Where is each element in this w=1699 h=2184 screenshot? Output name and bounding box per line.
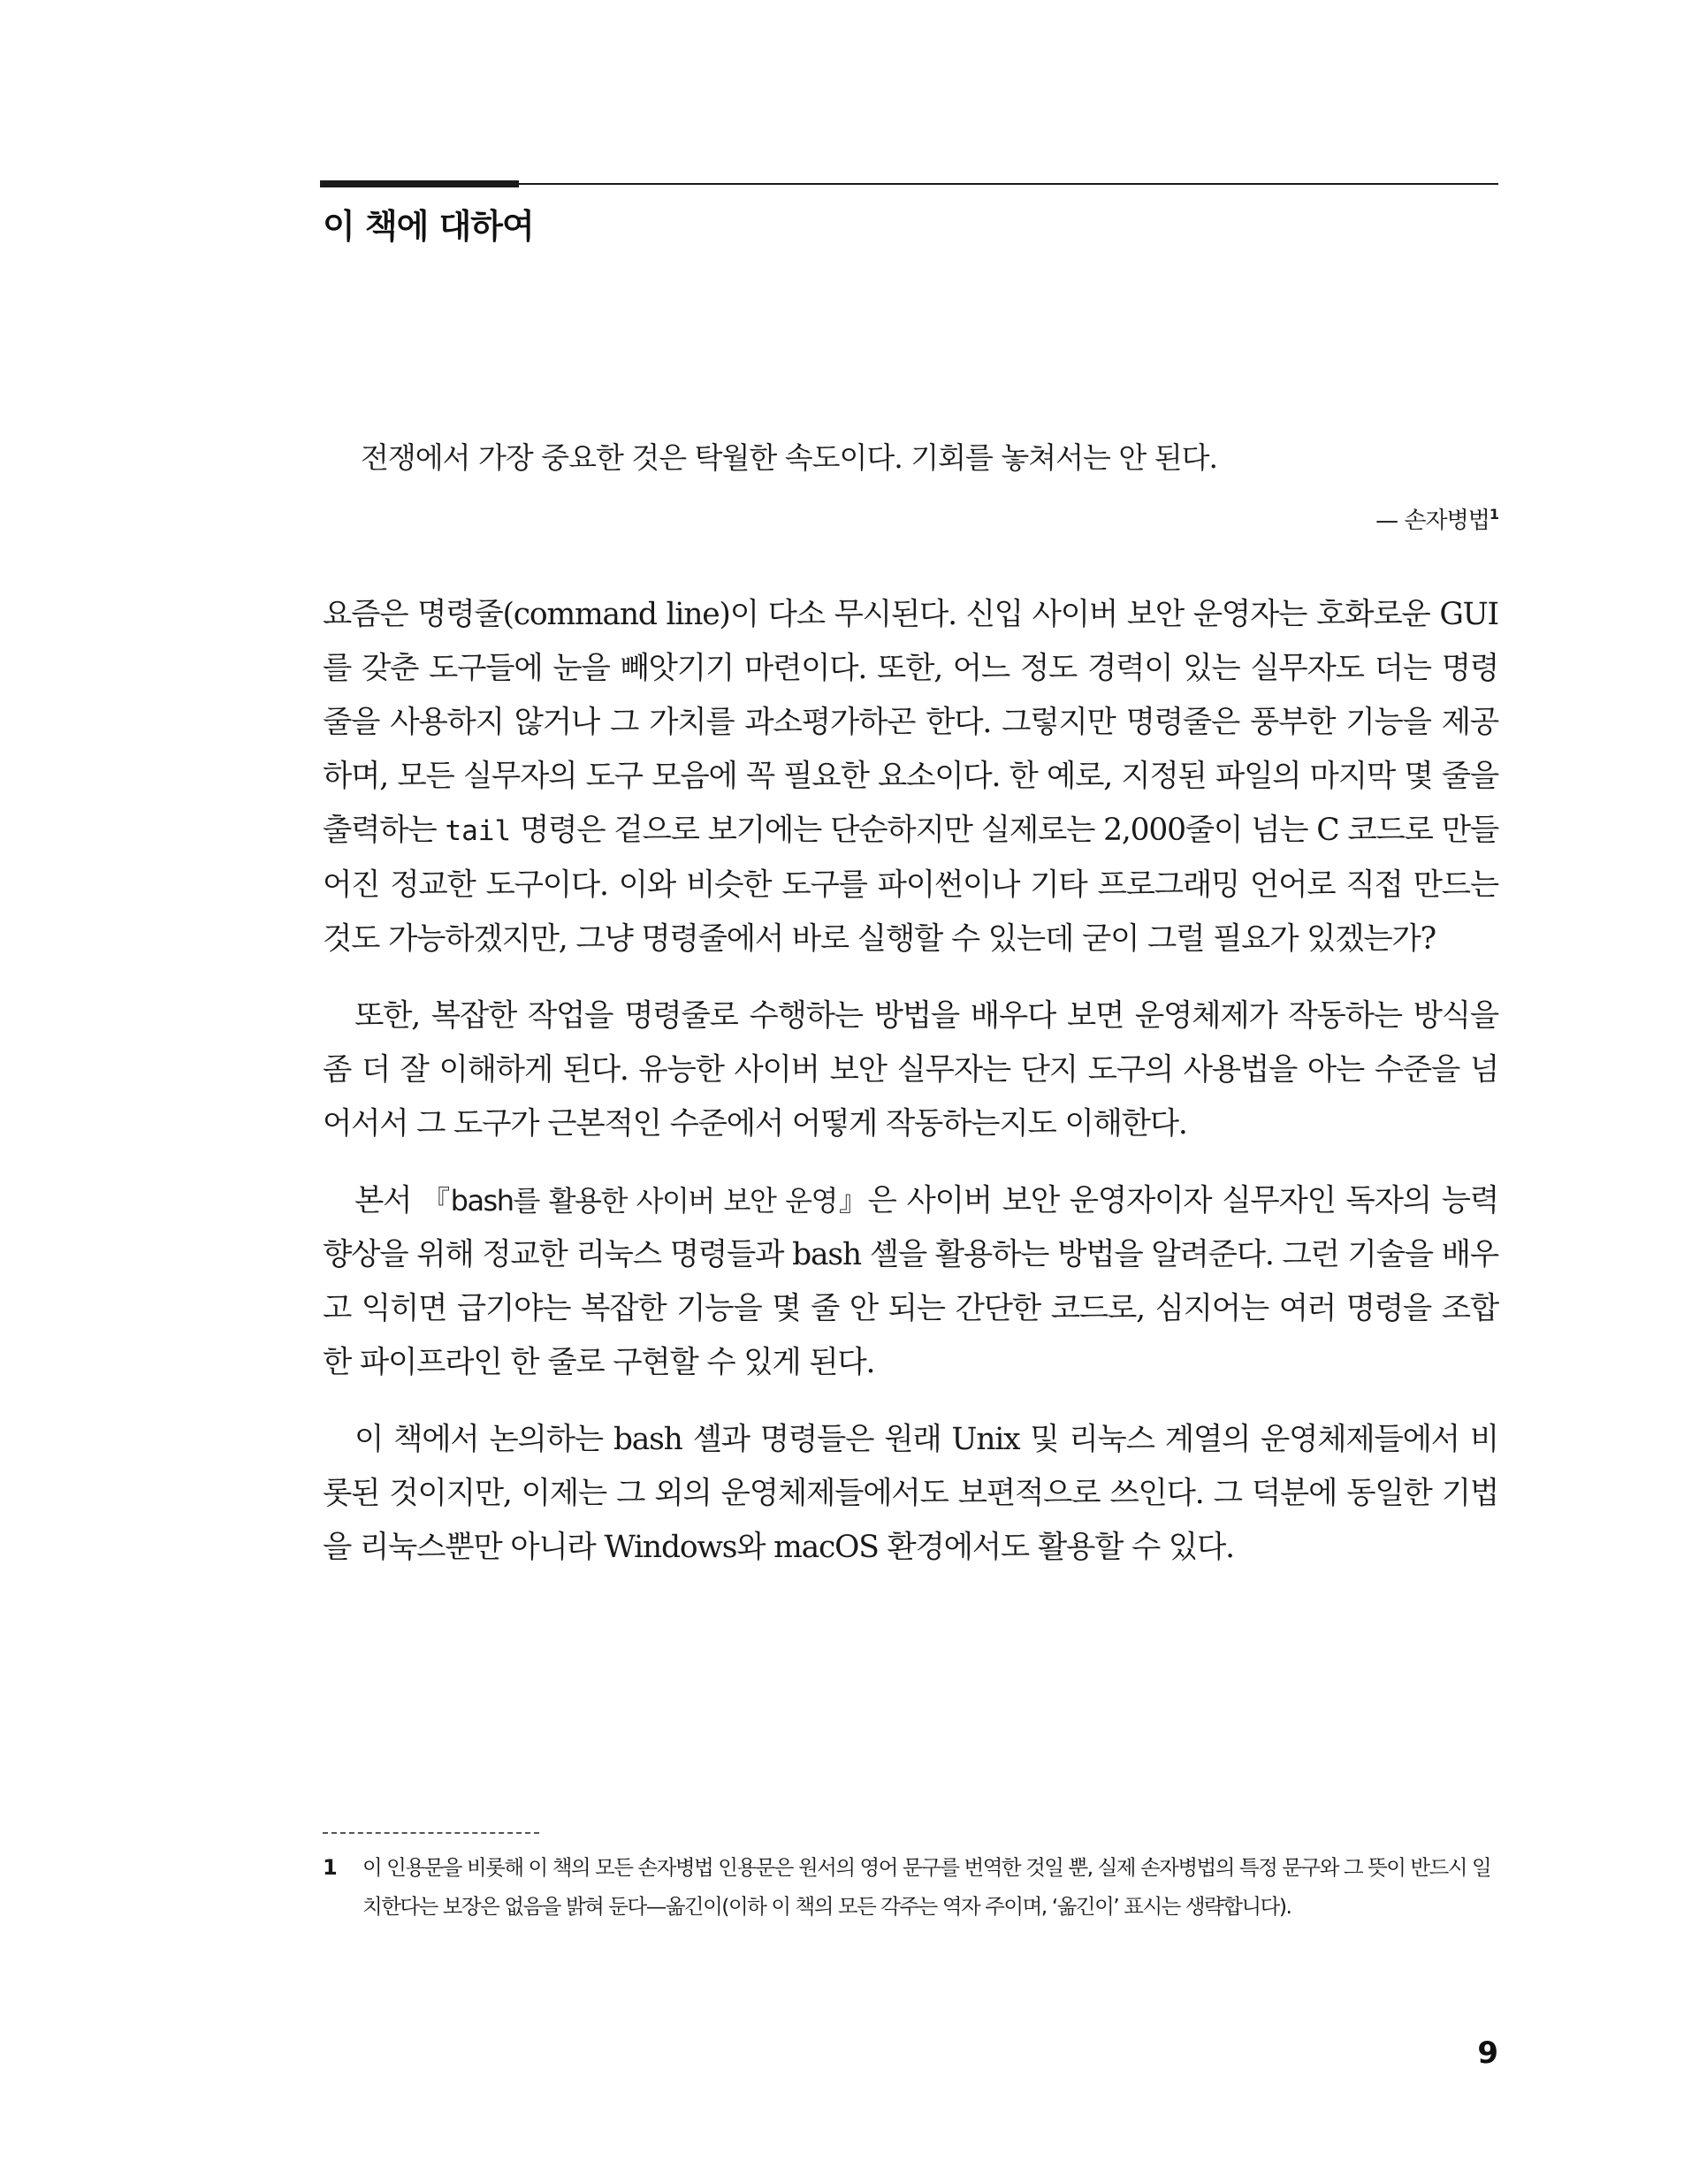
paragraph-2: 또한, 복잡한 작업을 명령줄로 수행하는 방법을 배우다 보면 운영체제가 작동하는 방식을 좀 더 잘 이해하게 된다. 유능한 사이버 보안 실무자는 단지 도구의 사용법을 아는 수준을 넘어서서 그 도구가 근본적인 수준에서 어떻게 작동하는지도 이해한다. bbox=[323, 998, 1498, 1142]
body-text bbox=[323, 588, 1498, 1598]
paragraph-3 bbox=[323, 1174, 1498, 1390]
epigraph-source-text: — 손자병법 bbox=[1375, 508, 1489, 534]
page-number: 9 bbox=[1477, 2035, 1498, 2071]
epigraph-source bbox=[1375, 495, 1498, 540]
footnote-text: 이 인용문을 비롯해 이 책의 모든 손자병법 인용문은 원서의 영어 문구를 번역한 것일 뿐, 실제 손자병법의 특정 문구와 그 뜻이 반드시 일치한다는 보장은 없음을 밝혀 둔다—옮긴이(이하 이 책의 모든 각주는 역자 주이며, ‘옮긴이’ 표시는 생략합니다). bbox=[362, 1855, 1491, 1919]
paragraph-3-part-a: 본서 bbox=[354, 1183, 423, 1218]
header-rule-accent bbox=[320, 180, 519, 187]
footnote-reference[interactable]: 1 bbox=[1489, 506, 1498, 523]
chapter-title: 이 책에 대하여 bbox=[323, 207, 534, 246]
paragraph-1-part-a: 요즘은 명령줄(command line)이 다소 무시된다. 신입 사이버 보안 운영자는 호화로운 GUI를 갖춘 도구들에 눈을 빼앗기기 마련이다. 또한, 어느 정도 경력이 있는 실무자도 더는 명령줄을 사용하지 않거나 그 가치를 과소평가하곤 한다. 그렇지만 명령줄은 풍부한 기능을 제공하며, 모든 실무자의 도구 모음에 꼭 필요한 요소이다. 한 예로, 지정된 파일의 마지막 몇 줄을 출력하는 bbox=[323, 597, 1498, 848]
footnote bbox=[323, 1848, 1498, 1926]
epigraph-quote: 전쟁에서 가장 중요한 것은 탁월한 속도이다. 기회를 놓쳐서는 안 된다. bbox=[361, 440, 1217, 475]
paragraph-1-part-b: 명령은 겉으로 보기에는 단순하지만 실제로는 2,000줄이 넘는 C 코드로 만들어진 정교한 도구이다. 이와 비슷한 도구를 파이썬이나 기타 프로그래밍 언어로 직접 만드는 것도 가능하겠지만, 그냥 명령줄에서 바로 실행할 수 있는데 굳이 그럴 필요가 있겠는가? bbox=[323, 813, 1498, 957]
footnote-number: 1 bbox=[323, 1855, 337, 1880]
paragraph-3-part-b: 은 사이버 보안 운영자이자 실무자인 독자의 능력 향상을 위해 정교한 리눅스 명령들과 bash 셸을 활용하는 방법을 알려준다. 그런 기술을 배우고 익히면 급기야는 복잡한 기능을 몇 줄 안 되는 간단한 코드로, 심지어는 여러 명령을 조합한 파이프라인 한 줄로 구현할 수 있게 된다. bbox=[323, 1183, 1498, 1380]
paragraph-4: 이 책에서 논의하는 bash 셸과 명령들은 원래 Unix 및 리눅스 계열의 운영체제들에서 비롯된 것이지만, 이제는 그 외의 운영체제들에서도 보편적으로 쓰인다. 그 덕분에 동일한 기법을 리눅스뿐만 아니라 Windows와 macOS 환경에서도 활용할 수 있다. bbox=[323, 1422, 1498, 1565]
footnote-divider bbox=[323, 1832, 539, 1834]
book-title: 『bash를 활용한 사이버 보안 운영』 bbox=[422, 1184, 868, 1218]
paragraph-1 bbox=[323, 588, 1498, 966]
inline-code-tail: tail bbox=[445, 815, 512, 847]
